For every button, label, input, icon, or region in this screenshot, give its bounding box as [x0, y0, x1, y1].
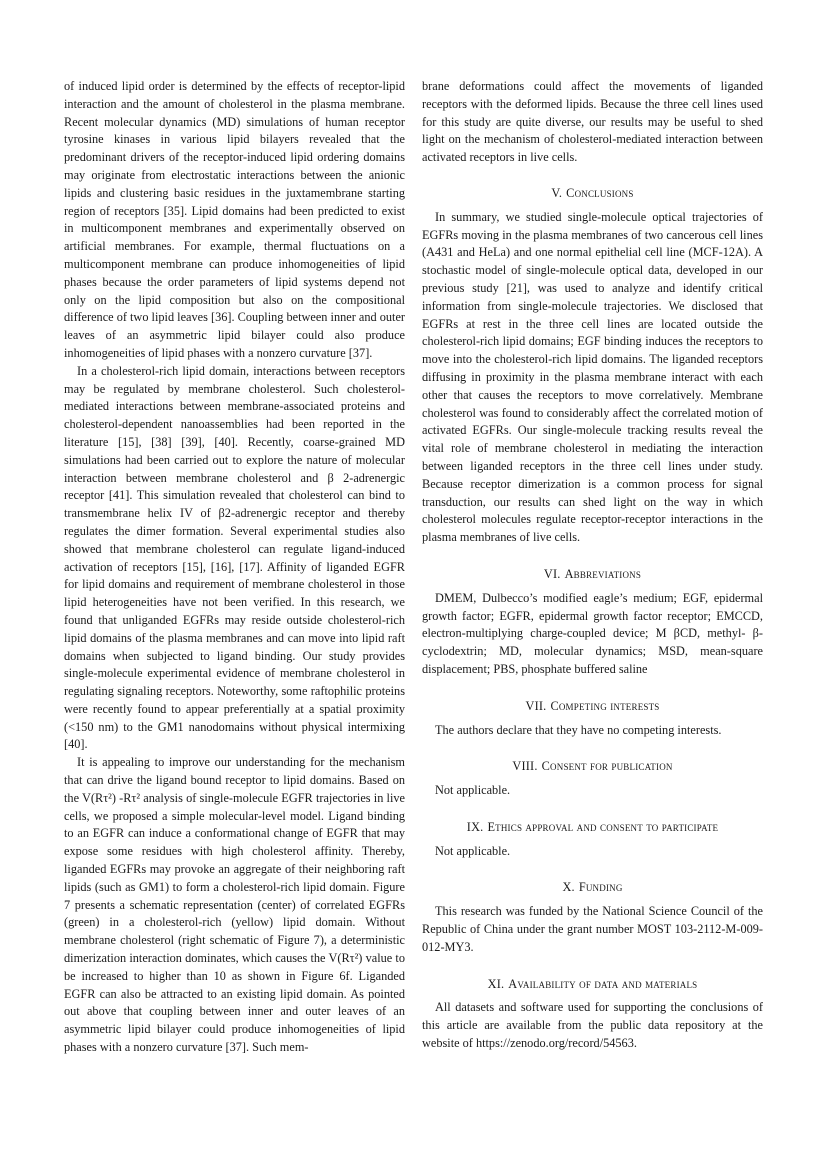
section-heading-consent: VIII. Consent for publication: [512, 759, 673, 774]
section-body-consent: Not applicable.: [435, 783, 511, 798]
section-heading-funding: X. Funding: [562, 880, 623, 895]
section-heading-ethics: IX. Ethics approval and consent to participate: [466, 819, 719, 834]
paragraph-membrane-deformations: brane deformations could affect the movements of liganded receptors with the deformed lipids. Because the three cell lines used for this study are quite diverse, our results may be useful to shed light on the mechanism of cholesterol-mediated interaction between activated receptors in live cells.: [422, 79, 763, 165]
right-column: [422, 78, 763, 1053]
section-body-competing-interests: The authors declare that they have no competing interests.: [435, 722, 722, 737]
section-heading-availability: XI. Availability of data and materials: [487, 976, 698, 991]
section-body-availability: All datasets and software used for supporting the conclusions of this article are available from the public data repository at the website of https://zenodo.org/record/54563.: [422, 1000, 763, 1051]
section-body-ethics: Not applicable.: [435, 843, 511, 858]
paragraph-cholesterol-domain: In a cholesterol-rich lipid domain, interactions between receptors may be regulated by membrane cholesterol. Such cholesterol-mediated interactions between membrane-associated proteins and cholesterol-dependent nanoassemblies had been reported in the literature [15], [38] [39], [40]. Recently, coarse-grained MD simulations had been carried out to explore the nature of molecular interaction between membrane cholesterol and β 2-adrenergic receptor [41]. This simulation revealed that cholesterol can bind to transmembrane helix IV of β2-adrenergic receptor and thereby regulates the dimer formation. Several experimental studies also showed that membrane cholesterol can regulate ligand-induced activation of receptors [15], [16], [17]. Affinity of liganded EGFR for lipid domains and requirement of membrane cholesterol in those lipid heterogeneities have not been verified. In this research, we found that unliganded EGFRs may reside outside cholesterol-rich lipid domains of the plasma membranes and can move into lipid raft domains when subjected to ligand binding. Our study provides single-molecule experimental evidence of membrane cholesterol in regulating signaling receptors. Noteworthy, some raftophilic proteins were recently found to appear preferentially at a spatial proximity (<150 nm) to the GM1 nanodomains without physical intermixing [40].: [64, 363, 405, 752]
left-column: [64, 78, 405, 1057]
section-heading-competing-interests: VII. Competing interests: [525, 698, 660, 713]
section-heading-abbreviations: VI. Abbreviations: [543, 566, 642, 581]
section-body-abbreviations: DMEM, Dulbecco’s modified eagle’s medium; EGF, epidermal growth factor; EGFR, epidermal growth factor receptor; EMCCD, electron-multiplying charge-coupled device; M βCD, methyl- β-cyclodextrin; MD, molecular dynamics; MSD, mean-square displacement; PBS, phosphate buffered saline: [422, 590, 763, 676]
section-heading-conclusions: V. Conclusions: [551, 185, 634, 200]
section-body-funding: This research was funded by the National Science Council of the Republic of China under the grant number MOST 103-2112-M-009-012-MY3.: [422, 904, 763, 954]
paragraph-mechanism: It is appealing to improve our understanding for the mechanism that can drive the ligand bound receptor to lipid domains. Based on the V(Rτ²) -Rτ² analysis of single-molecule EGFR trajectories in live cells, we proposed a simple molecular-level model. Ligand binding to an EGFR can induce a conformational change of EGFR that may expose some residues with high cholesterol affinity. Thereby, liganded EGFRs may provoke an aggregate of their neighboring raft lipids (such as GM1) to form a cholesterol-rich lipid domain. Figure 7 presents a schematic representation (center) of correlated EGFRs (green) in a cholesterol-rich (yellow) lipid domain. Without membrane cholesterol (right schematic of Figure 7), a deterministic dimerization interaction dominates, which causes the V(Rτ²) value to be increased to higher than 10 as shown in Figure 6f. Liganded EGFR can also be attracted to an existing lipid domain. As pointed out above that coupling between inner and outer leaves of an asymmetric lipid bilayer could produce inhomogeneities of lipid phases with a nonzero curvature [37]. Such mem-: [64, 755, 405, 1055]
section-body-conclusions: In summary, we studied single-molecule optical trajectories of EGFRs moving in the plasma membranes of two cancerous cell lines (A431 and HeLa) and one normal epithelial cell line (MCF-12A). A stochastic model of single-molecule optical data, developed in our previous study [21], was used to analyze and identify critical information from single-molecule trajectories. We disclosed that EGFRs at rest in the three cell lines are located outside the cholesterol-rich lipid domains; EGF binding induces the receptors to move into the cholesterol-rich lipid domains. The liganded receptors diffusing in proximity in the plasma membrane interact with each other that causes the receptors to move correlatively. Membrane cholesterol was found to considerably affect the correlated motion of activated EGFRs. Our single-molecule tracking results reveal the vital role of membrane cholesterol in mediating the interaction between liganded receptors in the three cell lines under study. Because receptor dimerization is a common process for signal transduction, our results can shed light on the way in which cholesterol molecules regulate receptor-receptor interactions in the plasma membranes of live cells.: [422, 209, 763, 545]
paragraph-lipid-order: of induced lipid order is determined by the effects of receptor-lipid interaction and the amount of cholesterol in the plasma membrane. Recent molecular dynamics (MD) simulations of human receptor tyrosine kinases in various lipid bilayers revealed that the predominant drivers of the receptor-induced lipid ordering domains may originate from electrostatic interactions between the anionic lipids and clustering basic residues in the juxtamembrane starting region of receptors [35]. Lipid domains had been predicted to exist in multicomponent membranes and experimentally observed on artificial membranes. For example, thermal fluctuations on a multicomponent membrane can produce inhomogeneities of lipid phases because the order parameters of lipid systems depend not only on the lipid composition but also on the compositional difference of two lipid leaves [36]. Coupling between inner and outer leaves of an asymmetric lipid bilayer could also produce inhomogeneities of lipid phases with a nonzero curvature [37].: [64, 79, 405, 360]
